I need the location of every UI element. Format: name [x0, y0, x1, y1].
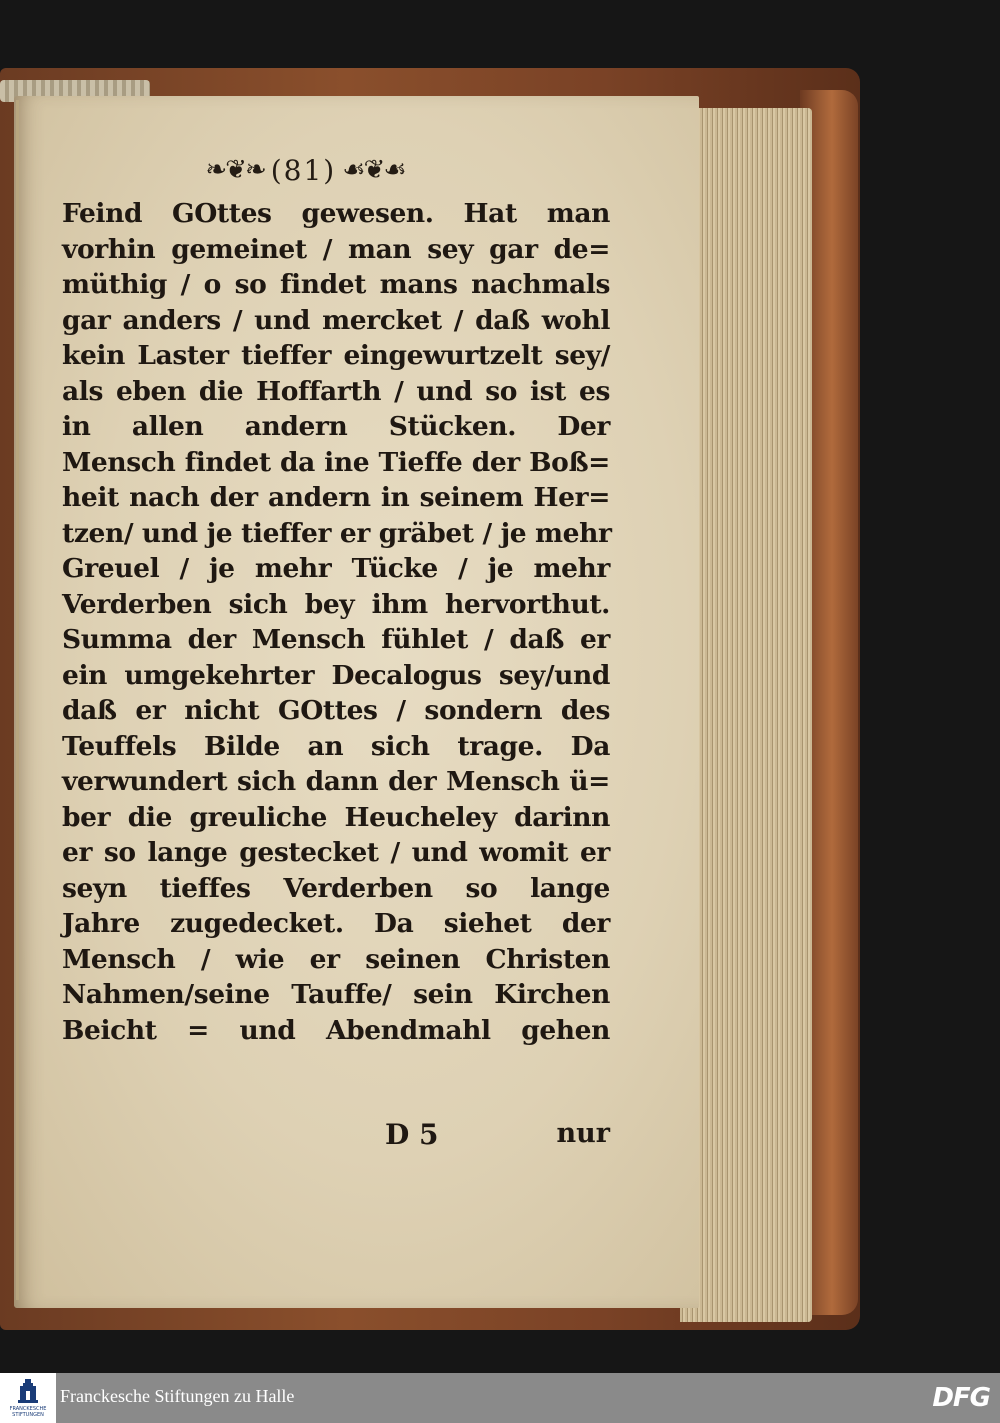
text-line: Teuffels Bilde an sich trage. Da [62, 730, 610, 762]
text-line: heit nach der andern in seinem Her= [62, 482, 610, 513]
text-line: vorhin gemeinet / man sey gar de= [62, 233, 610, 265]
ornament-left-icon: ❧❦❧ [205, 155, 265, 185]
text-line: Feind GOttes gewesen. Hat man [62, 198, 610, 229]
text-line: Greuel / je mehr Tücke / je mehr [62, 553, 610, 584]
text-line: ber die greuliche Heucheley darinn [62, 801, 610, 833]
text-line: Mensch findet da ine Tieffe der Boß= [62, 446, 610, 478]
institution-logo[interactable] [0, 1373, 56, 1423]
page-gutter [16, 100, 19, 1300]
text-line: in allen andern Stücken. Der [62, 411, 610, 442]
text-line: Nahmen/seine Tauffe/ sein Kirchen [62, 979, 610, 1010]
dfg-logo[interactable]: DFG [932, 1383, 990, 1413]
text-line: kein Laster tieffer eingewurtzelt sey/ [62, 340, 610, 371]
catchword: nur [556, 1118, 610, 1149]
text-line: Summa der Mensch fühlet / daß er [62, 624, 610, 655]
text-line: Jahre zugedecket. Da siehet der [62, 908, 610, 939]
running-head [190, 150, 420, 190]
text-line: müthig / o so findet mans nachmals [62, 269, 610, 300]
text-line: seyn tieffes Verderben so lange [62, 872, 610, 904]
text-line: Verderben sich bey ihm hervorthut. [62, 588, 610, 620]
page-text [62, 196, 610, 1048]
text-line: daß er nicht GOttes / sondern des [62, 695, 610, 726]
orphanage-logo-icon [14, 1377, 42, 1407]
text-line: ein umgekehrter Decalogus sey/und [62, 659, 610, 691]
signature-line [62, 1118, 610, 1158]
text-line: Beicht = und Abendmahl gehen [62, 1014, 610, 1046]
institution-name[interactable]: Franckesche Stiftungen zu Halle [60, 1386, 295, 1406]
page-block-edges [680, 108, 812, 1322]
text-line: Mensch / wie er seinen Christen [62, 943, 610, 975]
footer-bar [0, 1373, 1000, 1423]
ornament-right-icon: ☙❦☙ [342, 155, 405, 185]
page-number: (81) [270, 153, 337, 187]
logo-caption: FRANCKESCHE STIFTUNGEN [9, 1406, 47, 1418]
text-line: als eben die Hoffarth / und so ist es [62, 375, 610, 407]
text-line: verwundert sich dann der Mensch ü= [62, 766, 610, 797]
signature-mark: D 5 [385, 1118, 439, 1151]
text-line: er so lange gestecket / und womit er [62, 837, 610, 868]
text-line: tzen/ und je tieffer er gräbet / je mehr [62, 517, 612, 549]
text-line: gar anders / und mercket / daß wohl [62, 304, 610, 336]
